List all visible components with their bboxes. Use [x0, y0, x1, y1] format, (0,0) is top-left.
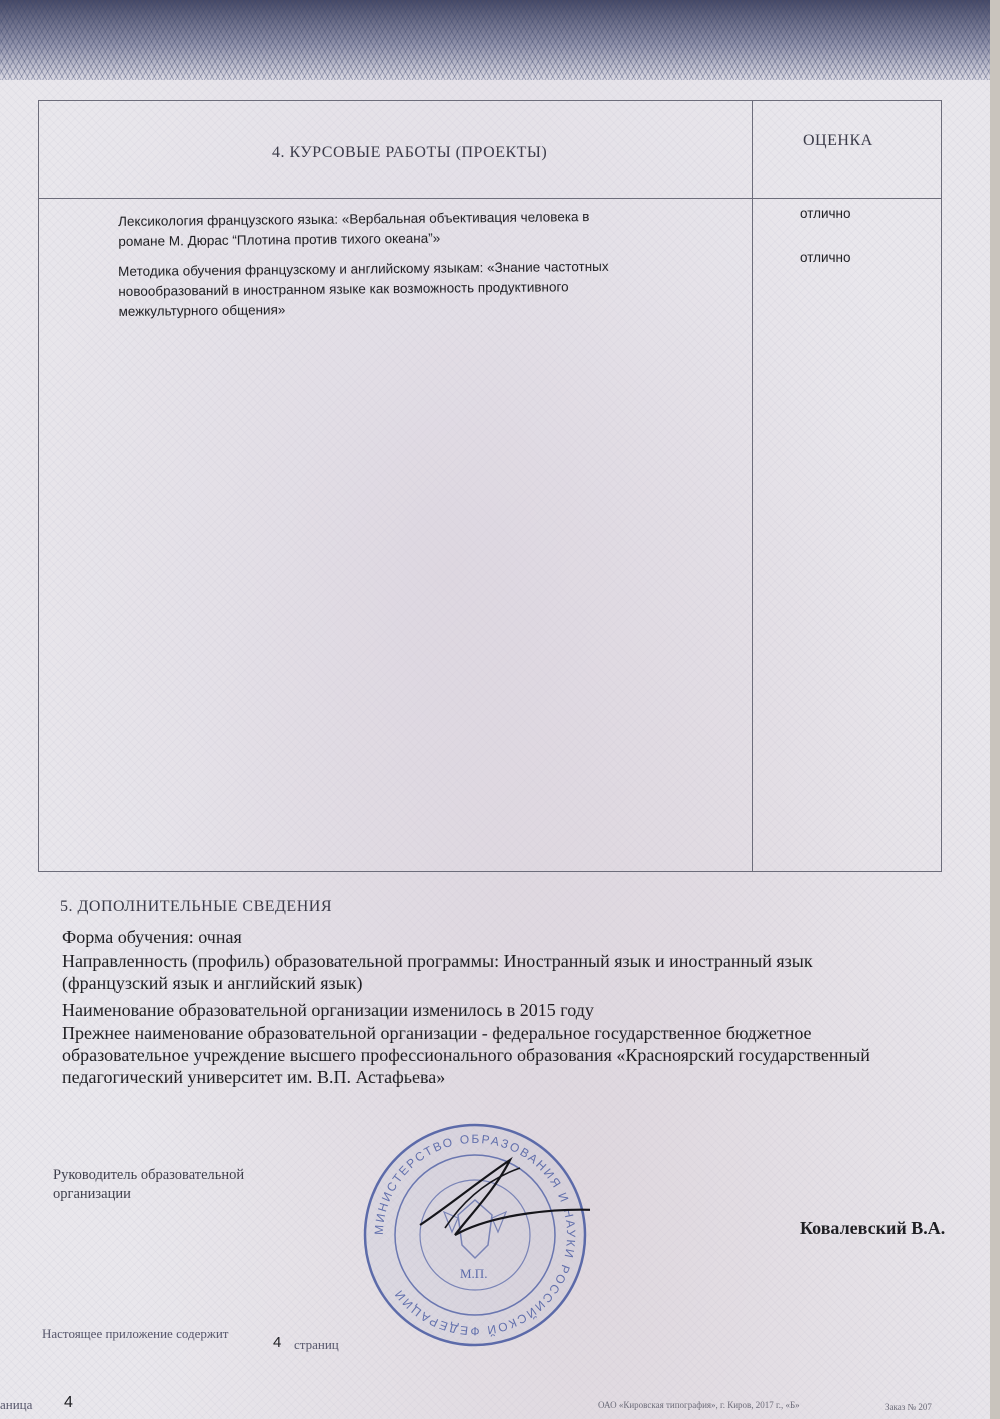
coursework-grade: отлично — [800, 250, 851, 265]
additional-info-title: 5. ДОПОЛНИТЕЛЬНЫЕ СВЕДЕНИЯ — [60, 898, 332, 915]
coursework-grade: отлично — [800, 206, 851, 221]
coursework-item — [118, 206, 678, 252]
printer-imprint: ОАО «Кировская типография», г. Киров, 2017 г., «Б» — [598, 1400, 800, 1410]
order-number: Заказ № 207 — [885, 1402, 932, 1412]
program-focus-line: (французский язык и английский язык) — [62, 973, 363, 993]
signatory-name: Ковалевский В.А. — [800, 1218, 946, 1238]
former-name — [62, 1022, 962, 1088]
coursework-item-line: Методика обучения французскому и английскому языкам: «Знание частотных — [118, 258, 609, 279]
former-name-line: Прежнее наименование образовательной организации - федеральное государственное бюджетное — [62, 1023, 812, 1043]
table-column-divider — [752, 100, 753, 871]
coursework-item-line: Лексикология французского языка: «Вербальная объективация человека в — [118, 209, 590, 229]
coursework-item-line: новообразований в иностранном языке как возможность продуктивного — [118, 279, 569, 299]
seal-mark: М.П. — [460, 1266, 488, 1281]
coursework-item-line: романе М. Дюрас “Плотина против тихого океана”» — [118, 230, 441, 249]
pages-count: 4 — [273, 1334, 282, 1351]
rename-note: Наименование образовательной организации изменилось в 2015 году — [62, 1000, 594, 1020]
security-pattern-band — [0, 0, 990, 80]
page-number: 4 — [64, 1394, 73, 1411]
head-role-line: Руководитель образовательной — [53, 1167, 245, 1183]
official-seal — [360, 1120, 590, 1350]
former-name-line: образовательное учреждение высшего профессионального образования «Красноярский государственный — [62, 1045, 870, 1065]
pages-note: Настоящее приложение содержит — [42, 1326, 229, 1341]
pages-word: страниц — [294, 1337, 339, 1352]
head-role-line: организации — [53, 1186, 131, 1202]
coursework-header-title: 4. КУРСОВЫЕ РАБОТЫ (ПРОЕКТЫ) — [272, 144, 548, 161]
coursework-item — [118, 256, 679, 322]
program-focus — [62, 950, 922, 994]
head-role-label — [53, 1166, 244, 1204]
page-label: аница — [0, 1397, 33, 1412]
program-focus-line: Направленность (профиль) образовательной программы: Иностранный язык и иностранный язык — [62, 951, 813, 971]
study-form: Форма обучения: очная — [62, 927, 242, 947]
grade-header: ОЦЕНКА — [803, 132, 873, 149]
table-header-divider — [38, 198, 941, 199]
seal-ring-text: МИНИСТЕРСТВО ОБРАЗОВАНИЯ И НАУКИ РОССИЙСКОЙ ФЕДЕРАЦИИ — [371, 1131, 579, 1339]
former-name-line: педагогический университет им. В.П. Астафьева» — [62, 1067, 446, 1087]
coursework-item-line: межкультурного общения» — [118, 302, 286, 319]
